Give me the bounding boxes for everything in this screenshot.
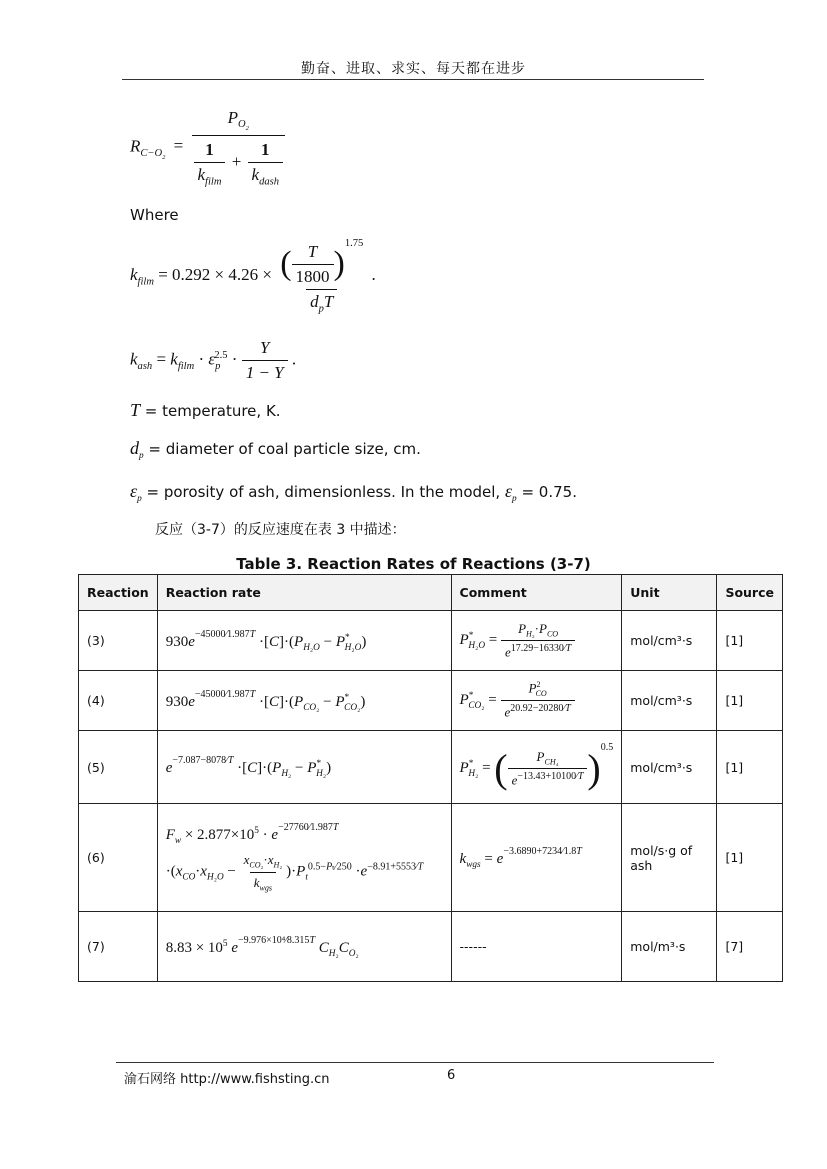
unit-cell: mol/m³·s [622,912,717,982]
reaction-id: (3) [79,611,158,671]
table-title: Table 3. Reaction Rates of Reactions (3-7) [236,555,591,573]
where-label: Where [130,206,179,224]
table-row [79,912,783,982]
equation-r-co2: $R_{C-O_2}$ = $P_{O_2}$ $\frac{1}{k_{film}}$ + $\frac{1}{k_{dash}}$ [130,108,285,187]
footer-link[interactable]: 渝石网络 http://www.fishsting.cn [124,1072,330,1087]
reaction-id: (4) [79,671,158,731]
comment-cell: ------ [451,912,622,982]
reaction-rates-table [78,574,783,982]
page-header: 勤奋、进取、求实、每天都在进步 [301,61,526,77]
equation-k-film: $k_{film} = 0.292 \times 4.26$ × ( $\frac{T}{1800}$ )$^{1.75}$ $d_pT$ . [130,238,376,314]
source-cell: [1] [717,731,783,804]
table-row [79,804,783,912]
source-cell: [1] [717,671,783,731]
reaction-rate-cell: $F_w \times 2.877\times 10^5 \cdot e^{-27760⁄1.987T}$ $\cdot(x_{CO}\cdot x_{H_2O}$ − $\frac{x_{CO_2}\cdot x_{H_2}}{k_{wgs}}$ )$\cdot P_t^{0.5-P_t⁄250} \cdot e^{-8.91+5553⁄T}$ [157,804,451,912]
table-header-row [79,575,783,611]
comment-cell: $P^*_{H_2O}$ = $\frac{P_{H_2}\cdot P_{CO}}{e^{17.29-16330⁄T}}$ [451,611,622,671]
footer-divider [116,1062,714,1063]
reaction-rate-cell: $8.83 \times 10^5$ $e^{-9.976\times 10^4⁄8.315T}$ $C_{H_2}C_{O_2}$ [157,912,451,982]
reaction-rate-cell: $930e^{-45000⁄1.987T} \cdot[C]\cdot(P_{H_2O} - P^*_{H_2O})$ [157,611,451,671]
unit-cell: mol/cm³·s [622,731,717,804]
reaction-id: (6) [79,804,158,912]
comment-cell: $k_{wgs} = e^{-3.6890+7234⁄1.8T}$ [451,804,622,912]
source-cell: [1] [717,611,783,671]
col-header: Reaction rate [157,575,451,611]
cn-description: 反应（3-7）的反应速度在表 3 中描述： [155,522,406,538]
reaction-rate-cell: $930e^{-45000⁄1.987T} \cdot[C]\cdot(P_{CO_2} - P^*_{CO_2})$ [157,671,451,731]
page-number: 6 [447,1068,456,1083]
def-porosity: $\varepsilon_p$ = porosity of ash, dimensionless. In the model, $\varepsilon_p = 0.75$. [130,481,577,504]
comment-cell: $P^*_{CO_2}$ = $\frac{P^2_{CO}}{e^{20.92-20280⁄T}}$ [451,671,622,731]
col-header: Unit [622,575,717,611]
table-row [79,731,783,804]
source-cell: [7] [717,912,783,982]
col-header: Reaction [79,575,158,611]
def-temperature: T = temperature, K. [130,400,281,420]
header-divider [122,79,704,80]
def-diameter: $d_p$ = diameter of coal particle size, cm. [130,438,421,461]
equation-k-ash: $k_{ash} = k_{film} \cdot \varepsilon_p^{2.5}$ · $\frac{Y}{1 - Y}$ . [130,338,297,382]
unit-cell: mol/s·g of ash [622,804,717,912]
table-row [79,671,783,731]
reaction-rate-cell: $e^{-7.087-8078⁄T} \cdot[C]\cdot(P_{H_2} - P^*_{H_2})$ [157,731,451,804]
reaction-id: (7) [79,912,158,982]
source-cell: [1] [717,804,783,912]
col-header: Source [717,575,783,611]
table-row [79,611,783,671]
unit-cell: mol/cm³·s [622,611,717,671]
reaction-id: (5) [79,731,158,804]
comment-cell: $P^*_{H_2}$ = ( $\frac{P_{CH_4}}{e^{-13.43+10100⁄T}}$ )$^{0.5}$ [451,731,622,804]
unit-cell: mol/cm³·s [622,671,717,731]
col-header: Comment [451,575,622,611]
